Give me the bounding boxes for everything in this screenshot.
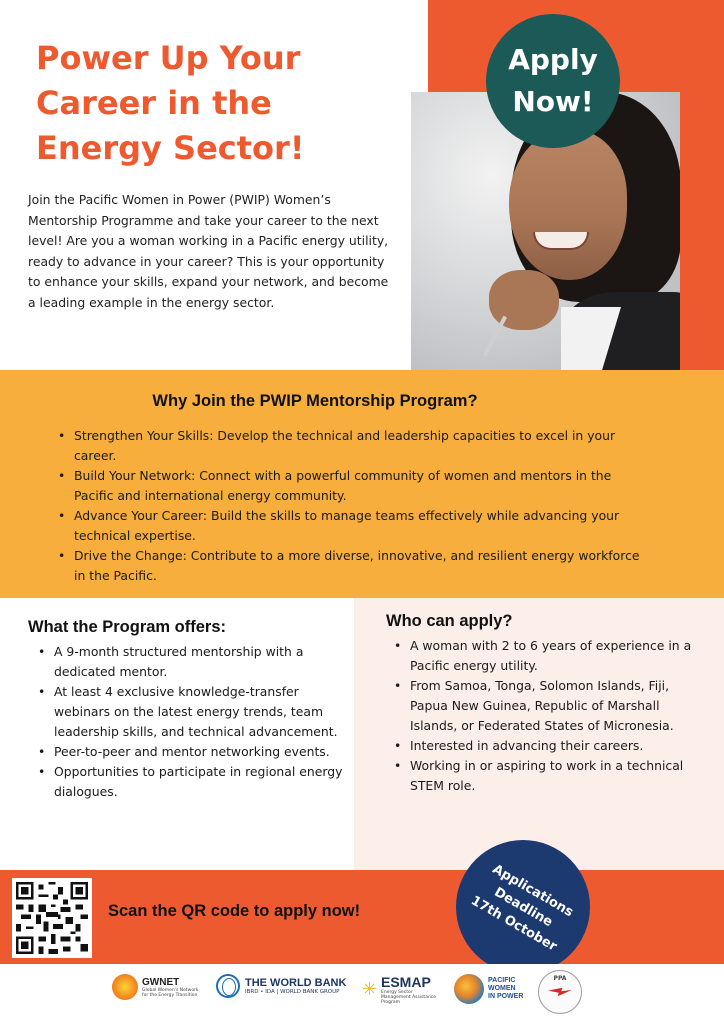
gwnet-name: GWNET — [142, 976, 180, 988]
list-item: • Drive the Change: Contribute to a more diverse, innovative, and resilient energy workforce in the Pacific. — [56, 546, 646, 586]
ppa-name: PPA — [553, 975, 567, 982]
eligibility-list — [392, 636, 710, 796]
deadline-badge — [456, 840, 590, 974]
partner-logos — [0, 964, 724, 1024]
gwnet-sun-icon — [112, 974, 138, 1000]
deadline-label: Applications Deadline 17th October — [467, 861, 576, 955]
apply-now-label: Apply Now! — [508, 43, 598, 118]
list-item: • A 9-month structured mentorship with a dedicated mentor. — [36, 642, 346, 682]
list-item: • Working in or aspiring to work in a technical STEM role. — [392, 756, 710, 796]
esmap-name: ESMAP — [381, 974, 431, 990]
gwnet-tagline: Global Women's Network for the Energy Transition — [142, 987, 199, 998]
lightning-bolt-icon — [548, 985, 572, 999]
program-offers-section — [0, 598, 354, 870]
esmap-tagline: Energy Sector Management Assistance Program — [381, 990, 437, 1005]
list-item: • Peer-to-peer and mentor networking events. — [36, 742, 346, 762]
list-item: • Strengthen Your Skills: Develop the technical and leadership capacities to excel in your career. — [56, 426, 646, 466]
intro-paragraph: Join the Pacific Women in Power (PWIP) Women’s Mentorship Programme and take your career to the next level! Are you a woman working in a Pacific energy utility, ready to advance in your career? This is your opportunity to enhance your skills, expand your network, and become a leading example in the energy sector. — [28, 192, 389, 310]
sparkle-icon: ✳ — [362, 978, 378, 1000]
list-item: • At least 4 exclusive knowledge-transfer webinars on the latest energy trends, team leadership skills, and technical advancement. — [36, 682, 346, 742]
world-bank-sub: IBRD • IDA | WORLD BANK GROUP — [245, 989, 340, 995]
ppa-seal-icon — [538, 970, 582, 1014]
globe-icon — [216, 974, 240, 998]
eligibility-heading: Who can apply? — [386, 612, 513, 630]
list-item: • Build Your Network: Connect with a powerful community of women and mentors in the Pacific and international energy community. — [56, 466, 646, 506]
apply-now-badge[interactable] — [486, 14, 620, 148]
ppa-logo — [538, 970, 582, 1014]
esmap-logo — [362, 974, 441, 1005]
pwip-logo — [454, 974, 523, 1004]
why-join-list — [56, 426, 646, 586]
list-item: • Advance Your Career: Build the skills to manage teams effectively while advancing your technical expertise. — [56, 506, 646, 546]
program-offers-list — [36, 642, 346, 802]
why-join-heading: Why Join the PWIP Mentorship Program? — [152, 392, 478, 410]
why-join-section — [0, 370, 724, 598]
page-title: Power Up Your Career in the Energy Sector! — [36, 39, 305, 167]
eligibility-section — [354, 598, 724, 870]
program-offers-heading: What the Program offers: — [28, 618, 227, 636]
world-bank-logo — [216, 974, 346, 998]
world-bank-name: THE WORLD BANK — [245, 977, 347, 989]
gwnet-logo — [112, 974, 202, 1000]
list-item: • A woman with 2 to 6 years of experience in a Pacific energy utility. — [392, 636, 710, 676]
pwip-emblem-icon — [454, 974, 484, 1004]
qr-code-icon[interactable] — [12, 878, 92, 958]
pwip-name: PACIFIC WOMEN IN POWER — [488, 977, 524, 1000]
photo-face — [509, 130, 627, 280]
scan-qr-instruction: Scan the QR code to apply now! — [108, 902, 361, 920]
list-item: • From Samoa, Tonga, Solomon Islands, Fiji, Papua New Guinea, Republic of Marshall Islands, or Federated States of Micronesia. — [392, 676, 710, 736]
list-item: • Opportunities to participate in regional energy dialogues. — [36, 762, 346, 802]
list-item: • Interested in advancing their careers. — [392, 736, 710, 756]
